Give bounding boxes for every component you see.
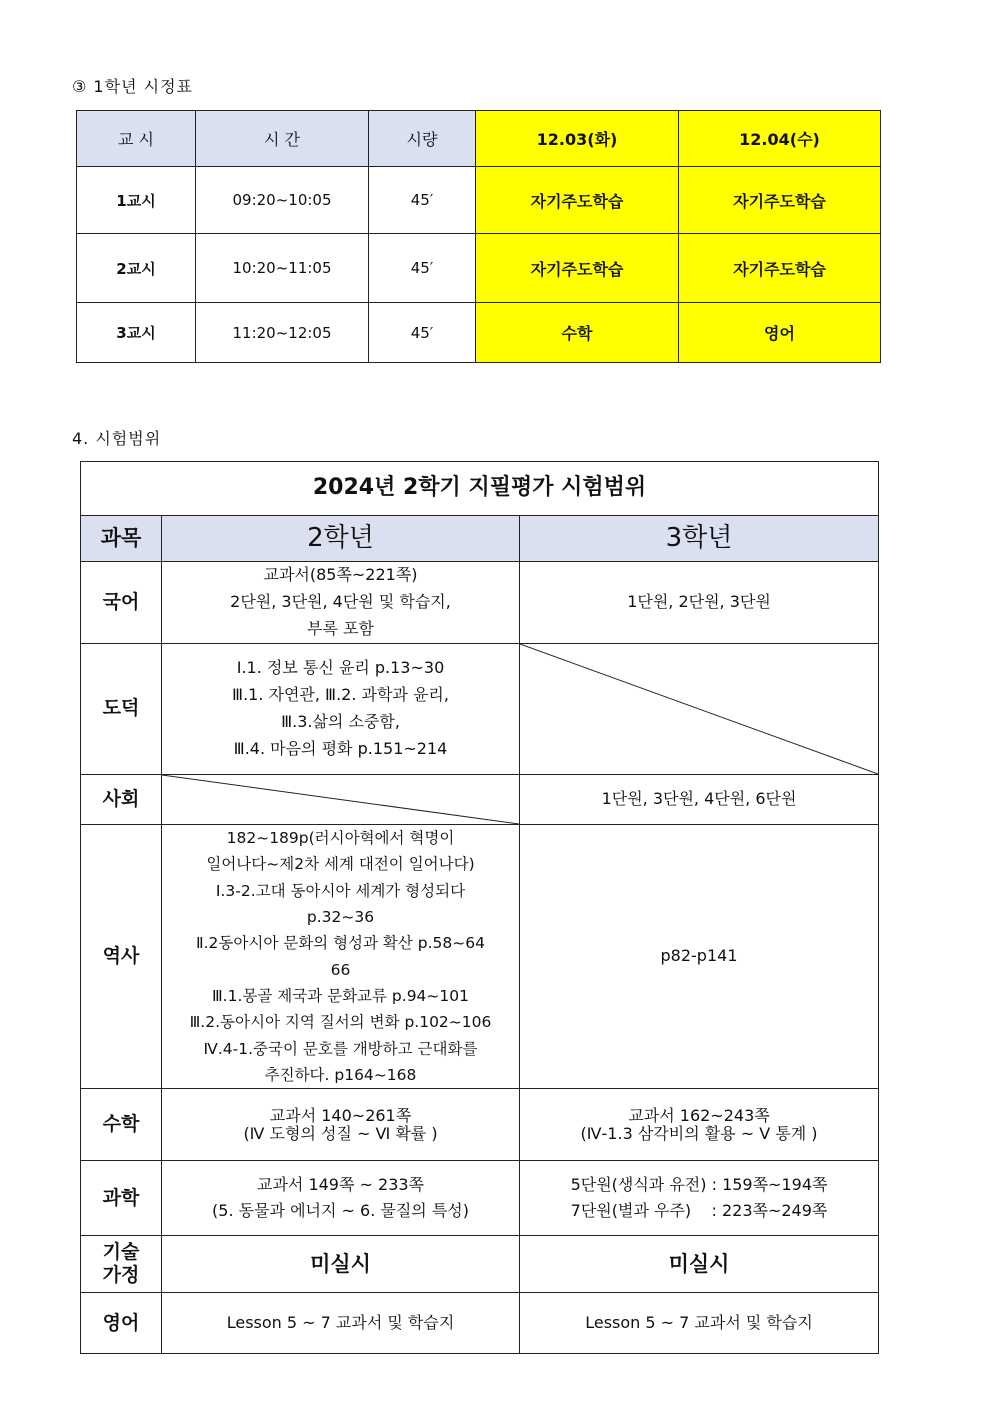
math-grade3 [520,1089,879,1161]
schedule-row [77,234,881,303]
text-line: Ⅲ.1. 자연관, Ⅲ.2. 과학과 윤리, [232,685,449,705]
text-line: p.32~36 [306,908,375,927]
time-cell: 10:20~11:05 [196,234,369,303]
text-line: 부록 포함 [307,618,374,638]
range-heading: 4. 시험범위 [72,429,162,448]
day1-cell: 수학 [476,303,679,363]
text-line: Ⅲ.3.삶의 소중함, [281,712,400,731]
social-grade2-empty [162,775,520,825]
schedule-row [77,303,881,363]
text-line: 2단원, 3단원, 4단원 및 학습지, [230,592,451,612]
day2-cell: 자기주도학습 [679,167,881,234]
science-grade3 [520,1161,879,1236]
header-date-2: 12.04(수) [679,111,881,167]
history-grade3: p82-p141 [520,825,879,1089]
schedule-header-row [77,111,881,167]
duration-cell: 45′ [369,167,476,234]
subject-english: 영어 [81,1293,162,1354]
subject-korean: 국어 [81,562,162,644]
tech-row [81,1236,879,1293]
subject-tech [81,1236,162,1293]
subject-history: 역사 [81,825,162,1089]
schedule-row [77,167,881,234]
header-time: 시 간 [196,111,369,167]
ethics-grade2 [162,644,520,775]
history-row [81,825,879,1089]
ethics-grade3-empty [520,644,879,775]
social-row [81,775,879,825]
text-line: 교과서 149쪽 ~ 233쪽 [256,1174,425,1194]
text-line: 교과서(85쪽~221쪽) [263,565,418,585]
period-cell: 3교시 [77,303,196,363]
text-line: 5단원(생식과 유전) : 159쪽~194쪽 [570,1174,828,1194]
text-line: Ⅰ.3-2.고대 동아시아 세계가 형성되다 [215,881,466,900]
tech-grade3: 미실시 [520,1236,879,1293]
day1-cell: 자기주도학습 [476,234,679,303]
schedule-table [76,110,881,363]
duration-cell: 45′ [369,234,476,303]
schedule-heading: ③ 1학년 시정표 [72,77,193,96]
subject-social: 사회 [81,775,162,825]
diagonal-line [520,644,878,774]
day1-cell: 자기주도학습 [476,167,679,234]
ethics-row [81,644,879,775]
duration-cell: 45′ [369,303,476,363]
header-subject: 과목 [81,516,162,562]
header-grade3: 3학년 [520,516,879,562]
text-line: Ⅳ.4-1.중국이 문호를 개방하고 근대화를 [203,1039,478,1058]
header-date-1: 12.03(화) [476,111,679,167]
period-cell: 2교시 [77,234,196,303]
tech-grade2: 미실시 [162,1236,520,1293]
time-cell: 09:20~10:05 [196,167,369,234]
exam-range-table [80,461,879,1354]
text-line: Ⅱ.2동아시아 문화의 형성과 확산 p.58~64 [195,934,485,953]
text-line: 66 [330,960,351,979]
math-row [81,1089,879,1161]
period-cell: 1교시 [77,167,196,234]
day2-cell: 영어 [679,303,881,363]
math-grade2 [162,1089,520,1161]
subject-science: 과학 [81,1161,162,1236]
science-row [81,1161,879,1236]
text-line: 가정 [102,1264,140,1287]
korean-row [81,562,879,644]
header-period: 교 시 [77,111,196,167]
english-grade3: Lesson 5 ~ 7 교과서 및 학습지 [520,1293,879,1354]
text-line: 일어나다~제2차 세계 대전이 일어나다) [206,855,475,874]
text-line: Ⅲ.4. 마음의 평화 p.151~214 [233,738,448,758]
korean-grade3: 1단원, 2단원, 3단원 [520,562,879,644]
time-cell: 11:20~12:05 [196,303,369,363]
history-grade2 [162,825,520,1089]
english-grade2: Lesson 5 ~ 7 교과서 및 학습지 [162,1293,520,1354]
text-line: (5. 동물과 에너지 ~ 6. 물질의 특성) [212,1201,469,1221]
text-line: 기술 [102,1240,140,1263]
text-line: (Ⅳ-1.3 삼각비의 활용 ~ Ⅴ 통계 ) [580,1123,818,1143]
text-line: 추진하다. p164~168 [264,1066,417,1085]
korean-grade2 [162,562,520,644]
subject-math: 수학 [81,1089,162,1161]
text-line: 교과서 162~243쪽 [628,1105,770,1125]
text-line: Ⅰ.1. 정보 통신 윤리 p.13~30 [236,658,445,678]
text-line: 7단원(별과 우주) : 223쪽~249쪽 [570,1201,828,1221]
social-grade3: 1단원, 3단원, 4단원, 6단원 [520,775,879,825]
english-row [81,1293,879,1354]
range-title: 2024년 2학기 지필평가 시험범위 [81,462,879,516]
text-line: 교과서 140~261쪽 [269,1105,412,1125]
text-line: (Ⅳ 도형의 성질 ~ Ⅵ 확률 ) [243,1123,438,1143]
science-grade2 [162,1161,520,1236]
text-line: Ⅲ.1.몽골 제국과 문화교류 p.94~101 [211,987,469,1006]
text-line: Ⅲ.2.동아시아 지역 질서의 변화 p.102~106 [189,1013,492,1032]
text-line: 182~189p(러시아혁에서 혁명이 [226,829,455,847]
header-grade2: 2학년 [162,516,520,562]
subject-ethics: 도덕 [81,644,162,775]
header-duration: 시량 [369,111,476,167]
diagonal-line [162,775,519,824]
day2-cell: 자기주도학습 [679,234,881,303]
